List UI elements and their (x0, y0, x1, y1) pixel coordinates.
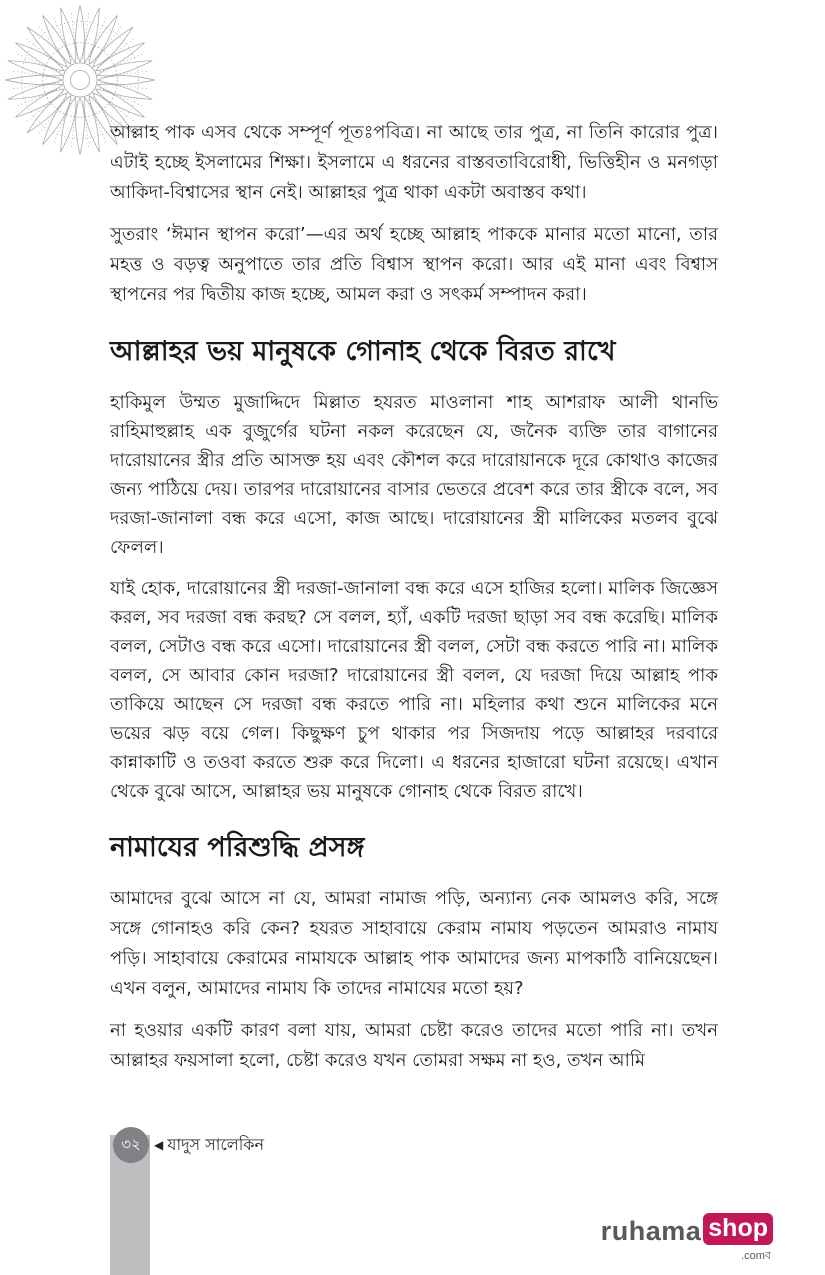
ornament-line (12, 71, 59, 77)
body-paragraph: যাই হোক, দারোয়ানের স্ত্রী দরজা-জানালা বন্ধ করে এসে হাজির হলো। মালিক জিজ্ঞেস করল, সব দরজা বন্ধ করছ? সে বলল, হ্যাঁ, একটি দরজা ছাড়া সব বন্ধ করেছি। মালিক বলল, সেটাও বন্ধ করে এসো। দারোয়ানের স্ত্রী বলল, সেটা বন্ধ করতে পারি না। মালিক বলল, সে আবার কোন দরজা? দারোয়ানের স্ত্রী বলল, যে দরজা দিয়ে আল্লাহ পাক তাকিয়ে আছেন সে দরজা বন্ধ করতে পারি না। মহিলার কথা শুনে মালিকের মনে ভয়ের ঝড় বয়ে গেল। কিছুক্ষণ চুপ থাকার পর সিজদায় পড়ে আল্লাহর দরবারে কান্নাকাটি ও তওবা করতে শুরু করে দিলো। এ ধরনের হাজারো ঘটনা রয়েছে। এখান থেকে বুঝে আসে, আল্লাহর ভয় মানুষকে গোনাহ থেকে বিরত রাখে। (110, 578, 718, 802)
body-paragraph: না হওয়ার একটি কারণ বলা যায়, আমরা চেষ্টা করেও তাদের মতো পারি না। তখন আল্লাহর ফয়সালা হলো, চেষ্টা করেও যখন তোমরা সক্ষম না হও, তখন আমি (110, 1020, 718, 1071)
brand-badge (703, 1213, 773, 1262)
ornament-line (88, 100, 106, 143)
book-title: যাদুস সালেকিন (167, 1134, 265, 1154)
ornament-line (100, 88, 143, 106)
ornament-line (101, 71, 148, 77)
triangle-left-icon: ◀ (154, 1138, 164, 1152)
ornament-line (100, 54, 143, 72)
ornament-petal (76, 5, 85, 62)
section-heading: নামাযের পরিশুদ্ধি প্রসঙ্গ (110, 832, 365, 863)
ornament-petal (39, 93, 75, 146)
ornament-petal (93, 85, 146, 121)
body-paragraph: আমাদের বুঝে আসে না যে, আমরা নামাজ পড়ি, অন্যান্য নেক আমলও করি, সঙ্গে সঙ্গে গোনাহও করি কেন? হযরত সাহাবায়ে কেরাম নামায পড়তেন আমরাও নামায পড়ি। সাহাবায়ে কেরামের নামাযকে আল্লাহ পাক আমাদের জন্য মাপকাঠি বানিয়েছেন। এখন বলুন, আমাদের নামায কি তাদের নামাযের মতো হয়? (110, 888, 718, 999)
ornament-line (54, 17, 72, 60)
section-heading: আল্লাহর ভয় মানুষকে গোনাহ থেকে বিরত রাখে (110, 336, 616, 367)
ornament-line (17, 88, 60, 106)
ornament-petal (76, 98, 85, 155)
brand-name: ruhama (600, 1216, 702, 1246)
brand-badge-text: shop (703, 1213, 773, 1245)
body-paragraph: হাকিমুল উম্মত মুজাদ্দিদে মিল্লাত হযরত মাওলানা শাহ আশরাফ আলী থানভি রাহিমাহুল্লাহ এক বুজুর্গের ঘটনা নকল করেছেন যে, জনৈক ব্যক্তি তার বাগানের দারোয়ানের স্ত্রীর প্রতি আসক্ত হয় এবং কৌশল করে দারোয়ানকে দূরে কোথাও কাজের জন্য পাঠিয়ে দেয়। তারপর দারোয়ানের বাসার ভেতরে প্রবেশ করে তার স্ত্রীকে বলে, সব দরজা-জানালা বন্ধ করে এসো, কাজ আছে। দারোয়ানের স্ত্রী মালিকের মতলব বুঝে ফেলল। (110, 392, 718, 558)
ornament-petal (13, 39, 66, 75)
ornament-line (88, 17, 106, 60)
ornament-line (71, 101, 77, 148)
ornament-line (83, 101, 89, 148)
body-paragraph: আল্লাহ পাক এসব থেকে সম্পূর্ণ পূতঃপবিত্র। না আছে তার পুত্র, না তিনি কারোর পুত্র। এটাই হচ্ছে ইসলামের শিক্ষা। ইসলামে এ ধরনের বাস্তবতাবিরোধী, ভিত্তিহীন ও মনগড়া আকিদা-বিশ্বাসের স্থান নেই। আল্লাহর পুত্র থাকা একটা অবাস্তব কথা। (110, 122, 718, 203)
ornament-line (83, 12, 89, 59)
brand-logo (600, 1213, 773, 1262)
ornament-line (71, 12, 77, 59)
ornament-line (101, 83, 148, 89)
ornament-line (12, 83, 59, 89)
ornament-petal (85, 13, 121, 66)
brand-domain: .comব (741, 1250, 771, 1262)
ornament-petal (39, 13, 75, 66)
page-number: ৩২ (113, 1127, 149, 1163)
ornament-line (17, 54, 60, 72)
page-content (110, 118, 718, 1088)
page-footer (113, 1127, 264, 1163)
ornament-petal (98, 76, 155, 85)
ornament-petal (93, 39, 146, 75)
ornament-petal (13, 85, 66, 121)
ornament-line (54, 100, 72, 143)
body-paragraph: সুতরাং ‘ঈমান স্থাপন করো’—এর অর্থ হচ্ছে আল্লাহ পাককে মানার মতো মানো, তার মহত্ত ও বড়ত্ব অনুপাতে তার প্রতি বিশ্বাস স্থাপন করো। আর এই মানা এবং বিশ্বাস স্থাপনের পর দ্বিতীয় কাজ হচ্ছে, আমল করা ও সৎকর্ম সম্পাদন করা। (110, 224, 718, 305)
ornament-petal (5, 76, 62, 85)
